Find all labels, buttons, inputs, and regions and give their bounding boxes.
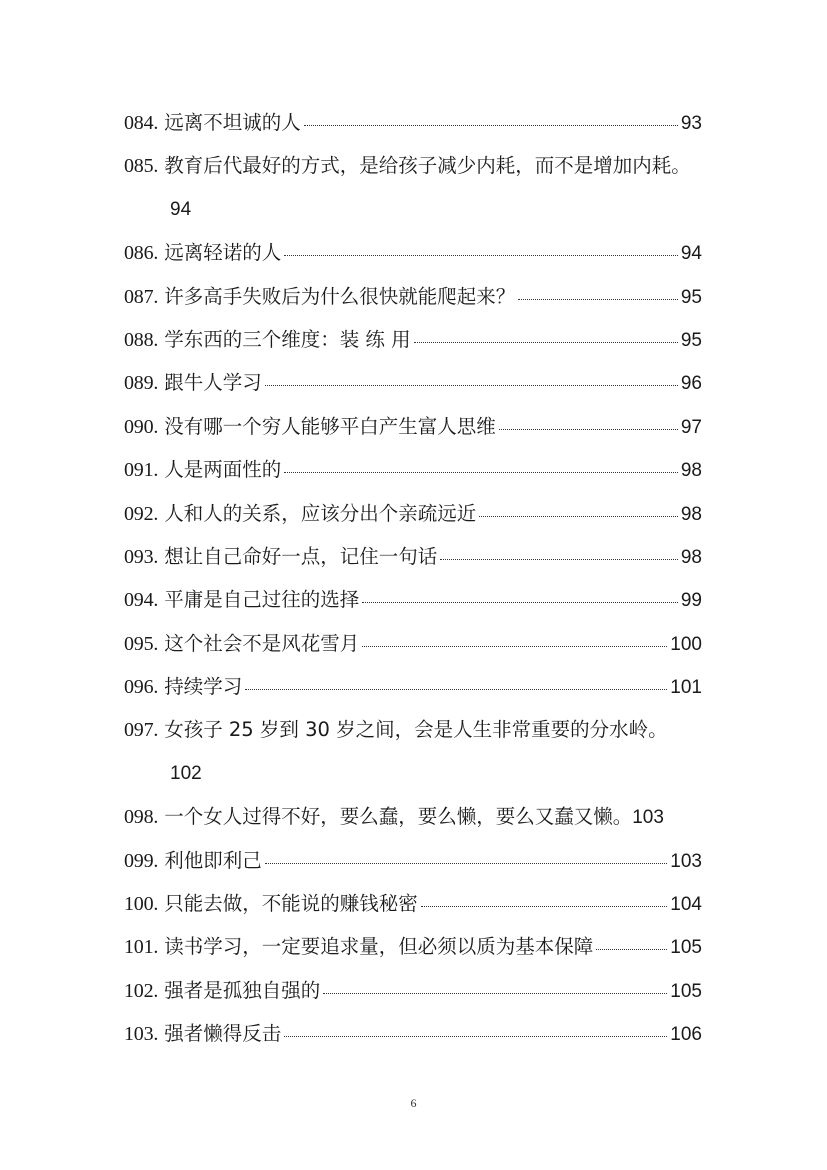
toc-entry-page: 95 [680,286,702,308]
toc-entry-page: 104 [670,894,702,916]
toc-entry-page: 100 [670,633,702,655]
dot-leader [479,515,678,517]
dot-leader [421,905,668,907]
dot-leader [245,688,667,690]
toc-entry-title: 一个女人过得不好，要么蠢，要么懒，要么又蠢又懒。 [164,805,633,829]
toc-entry-title: 没有哪一个穷人能够平白产生富人思维 [164,414,496,438]
toc-entry-title: 学东西的三个维度：装 练 用 [164,327,411,351]
toc-entry-number: 095. [124,632,159,655]
dot-leader [499,428,678,430]
toc-entry[interactable] [124,925,702,968]
toc-entry-page: 105 [670,980,702,1002]
dot-leader [362,601,678,603]
dot-leader [596,948,667,950]
toc-entry-page: 101 [670,677,702,699]
toc-entry-page: 103 [632,807,664,829]
toc-entry-page: 102 [170,762,202,784]
toc-entry[interactable] [124,448,702,491]
toc-entry-number: 094. [124,589,159,612]
toc-entry[interactable] [124,101,702,144]
toc-entry[interactable] [124,882,702,925]
toc-entry-number: 088. [124,328,159,351]
toc-entry[interactable] [124,492,702,535]
toc-entry-page: 105 [670,937,702,959]
toc-entry[interactable] [124,839,702,882]
dot-leader [323,992,667,994]
toc-entry[interactable] [124,578,702,621]
toc-entry-title: 读书学习，一定要追求量，但必须以质为基本保障 [164,935,594,959]
dot-leader [284,471,678,473]
toc-entry[interactable] [124,231,702,274]
dot-leader [265,862,668,864]
toc-entry-title: 许多高手失败后为什么很快就能爬起来？ [164,284,516,308]
toc-entry-page: 106 [670,1024,702,1046]
toc-entry-number: 084. [124,112,159,134]
toc-entry-title: 远离轻诺的人 [164,241,282,265]
toc-entry-page: 98 [680,460,702,482]
dot-leader [518,298,678,300]
dot-leader [440,558,678,560]
toc-entry[interactable] [124,361,702,404]
toc-entry[interactable] [124,275,702,318]
toc-entry-title: 持续学习 [164,675,243,699]
toc-entry-number: 103. [124,1023,159,1046]
toc-entry-title: 教育后代最好的方式，是给孩子减少内耗，而不是增加内耗。 [164,154,691,178]
toc-entry-page: 93 [680,113,702,134]
toc-entry-page: 99 [680,590,702,612]
toc-entry-title: 人和人的关系，应该分出个亲疏远近 [164,501,477,525]
toc-entry[interactable] [124,708,702,795]
toc-entry[interactable] [124,1012,702,1055]
toc-entry-number: 089. [124,372,159,395]
toc-entry-number: 101. [124,936,159,959]
toc-entry-number: 087. [124,285,159,308]
toc-entry-page: 98 [680,503,702,525]
toc-entry[interactable] [124,535,702,578]
toc-entry-title: 只能去做，不能说的赚钱秘密 [164,892,418,916]
toc-entry-title: 想让自己命好一点，记住一句话 [164,544,438,568]
toc-entry-title: 这个社会不是风花雪月 [164,631,360,655]
toc-entry-number: 097. [124,719,159,742]
toc-entry-title: 平庸是自己过往的选择 [164,588,360,612]
toc-entry-number: 086. [124,242,159,265]
toc-entry[interactable] [124,665,702,708]
toc-entry-number: 093. [124,545,159,568]
dot-leader [284,1035,667,1037]
toc-entry-number: 090. [124,415,159,438]
toc-entry-page: 94 [680,243,702,265]
toc-entry-page: 95 [680,329,702,351]
dot-leader [265,384,678,386]
toc-entry-number: 092. [124,502,159,525]
toc-entry[interactable] [124,969,702,1012]
toc-entry-title: 利他即利己 [164,848,262,872]
page-number: 6 [410,1096,417,1110]
toc-entry-page: 94 [170,198,192,220]
toc-entry-number: 100. [124,893,159,916]
toc-entry[interactable] [124,405,702,448]
toc-entry[interactable] [124,144,702,231]
dot-leader [362,645,667,647]
toc-entry-title: 女孩子 25 岁到 30 岁之间，会是人生非常重要的分水岭。 [164,718,668,742]
dot-leader [284,254,678,256]
toc-entry-number: 096. [124,676,159,699]
toc-entry-page: 103 [670,850,702,872]
toc-entry-page: 96 [680,373,702,395]
toc-entry-page: 98 [680,546,702,568]
toc-entry-number: 085. [124,155,159,178]
toc-entry-number: 099. [124,849,159,872]
dot-leader [414,341,678,343]
toc-entry-title: 跟牛人学习 [164,371,262,395]
toc-entry-title: 强者懒得反击 [164,1022,282,1046]
toc-entry-number: 102. [124,979,159,1002]
toc-entry-page: 97 [680,416,702,438]
dot-leader [304,124,678,126]
table-of-contents [124,101,702,1056]
toc-entry-number: 098. [124,806,159,829]
toc-entry-number: 091. [124,459,159,482]
toc-entry-title: 人是两面性的 [164,458,282,482]
toc-entry[interactable] [124,318,702,361]
toc-entry[interactable] [124,622,702,665]
toc-entry-title: 强者是孤独自强的 [164,978,321,1002]
toc-entry[interactable] [124,795,702,838]
toc-entry-title: 远离不坦诚的人 [164,111,301,134]
